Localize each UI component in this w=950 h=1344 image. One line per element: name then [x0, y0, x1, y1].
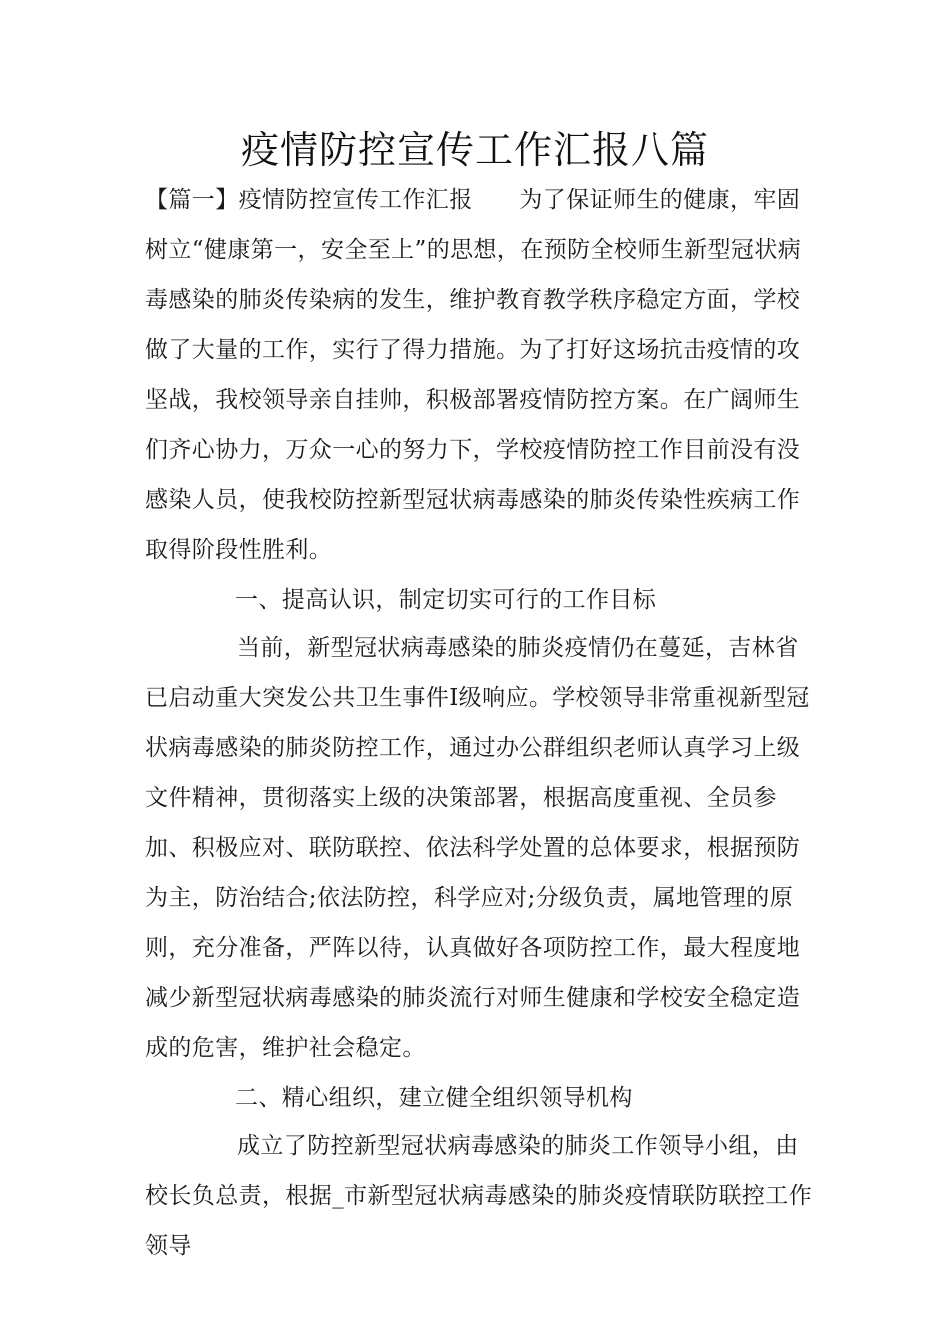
- paragraph-section-2: 成立了防控新型冠状病毒感染的肺炎工作领导小组，由校长负总责，根据_市新型冠状病毒感染的肺炎疫情联防联控工作领导: [145, 1133, 813, 1259]
- section-heading-1: 一、提高认识，制定切实可行的工作目标: [235, 587, 657, 613]
- paragraph-section-1: 当前，新型冠状病毒感染的肺炎疫情仍在蔓延，吉林省已启动重大突发公共卫生事件Ⅰ级响应。学校领导非常重视新型冠状病毒感染的肺炎防控工作，通过办公群组织老师认真学习上级文件精神，贯彻落实上级的决策部署，根据高度重视、全员参加、积极应对、联防联控、依法科学处置的总体要求，根据预防为主，防治结合;依法防控，科学应对;分级负责，属地管理的原则，充分准备，严阵以待，认真做好各项防控工作，最大程度地减少新型冠状病毒感染的肺炎流行对师生健康和学校安全稳定造成的危害，维护社会稳定。: [145, 635, 810, 1061]
- paragraph-intro: 【篇一】疫情防控宣传工作汇报 为了保证师生的健康，牢固树立“健康第一，安全至上”的思想，在预防全校师生新型冠状病毒感染的肺炎传染病的发生，维护教育教学秩序稳定方面，学校做了大量的工作，实行了得力措施。为了打好这场抗击疫情的攻坚战，我校领导亲自挂帅，积极部署疫情防控方案。在广阔师生们齐心协力，万众一心的努力下，学校疫情防控工作目前没有没感染人员，使我校防控新型冠状病毒感染的肺炎传染性疾病工作取得阶段性胜利。: [145, 187, 802, 563]
- document-title: 疫情防控宣传工作汇报八篇: [240, 128, 709, 172]
- section-heading-2: 二、精心组织，建立健全组织领导机构: [235, 1085, 633, 1111]
